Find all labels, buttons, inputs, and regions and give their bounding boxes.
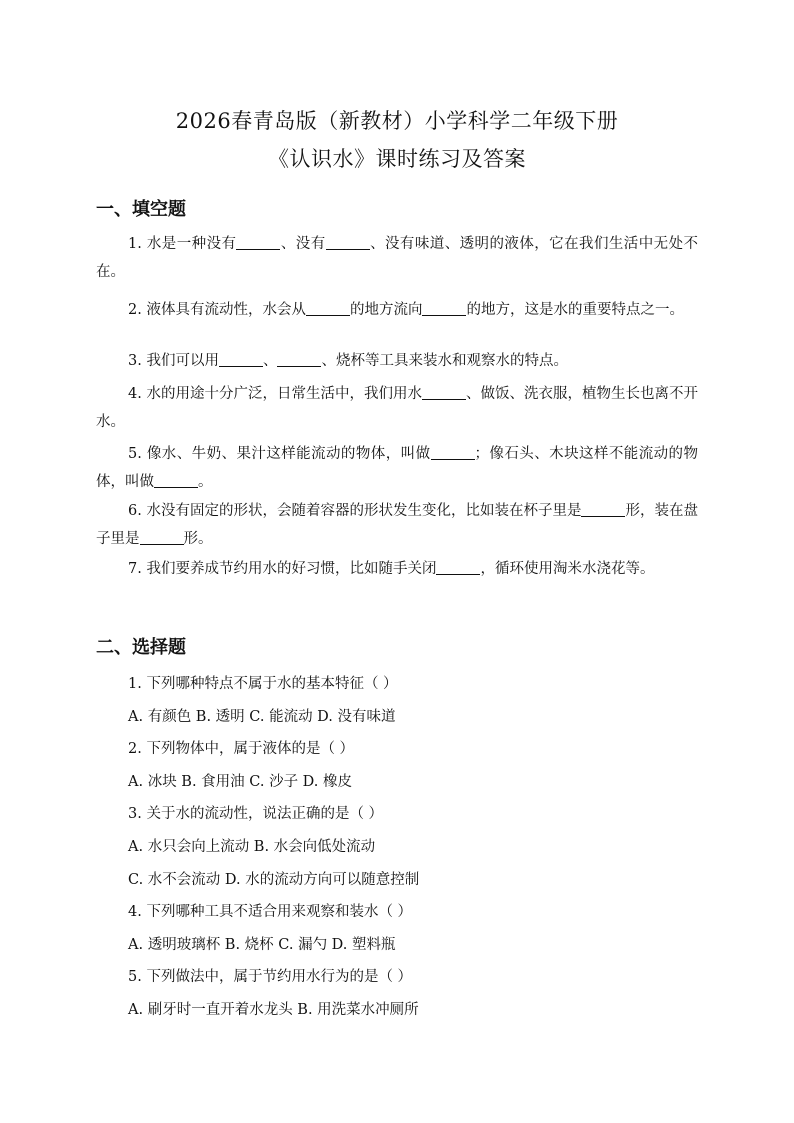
answer-blank[interactable] (277, 352, 321, 367)
section-heading-fill-in: 一、填空题 (96, 199, 186, 220)
choice-question-4: 4. 下列哪种工具不适合用来观察和装水（ ） (128, 904, 413, 920)
answer-blank[interactable] (219, 352, 263, 367)
answer-blank[interactable] (326, 235, 370, 250)
answer-blank[interactable] (306, 301, 350, 316)
section-heading-choice: 二、选择题 (96, 637, 186, 658)
answer-blank[interactable] (236, 235, 280, 250)
page-title-line1: 2026春青岛版（新教材）小学科学二年级下册 (175, 109, 619, 133)
choice-options-2: A. 冰块 B. 食用油 C. 沙子 D. 橡皮 (128, 774, 353, 790)
answer-blank[interactable] (431, 445, 475, 460)
choice-question-1: 1. 下列哪种特点不属于水的基本特征（ ） (128, 676, 398, 692)
answer-blank[interactable] (436, 560, 480, 575)
choice-options-4: A. 透明玻璃杯 B. 烧杯 C. 漏勺 D. 塑料瓶 (128, 937, 396, 953)
fill-question-1: 1. 水是一种没有 、没有 、没有味道、透明的液体，它在我们生活中无处不在。 (96, 236, 699, 280)
answer-blank[interactable] (140, 530, 184, 545)
choice-question-2: 2. 下列物体中，属于液体的是（ ） (128, 741, 355, 757)
fill-question-7: 7. 我们要养成节约用水的好习惯，比如随手关闭 ，循环使用淘米水浇花等。 (128, 561, 655, 577)
choice-question-3: 3. 关于水的流动性，说法正确的是（ ） (128, 806, 384, 822)
choice-options-5: A. 刷牙时一直开着水龙头 B. 用洗菜水冲厕所 (128, 1002, 419, 1018)
answer-blank[interactable] (422, 301, 466, 316)
answer-blank[interactable] (154, 473, 198, 488)
fill-question-3: 3. 我们可以用 、 、烧杯等工具来装水和观察水的特点。 (128, 353, 568, 369)
fill-question-2: 2. 液体具有流动性，水会从 的地方流向 的地方，这是水的重要特点之一。 (128, 302, 684, 318)
answer-blank[interactable] (422, 385, 466, 400)
choice-options-3a: A. 水只会向上流动 B. 水会向低处流动 (128, 839, 376, 855)
fill-question-4: 4. 水的用途十分广泛，日常生活中，我们用水 、做饭、洗衣服，植物生长也离不开水。 (96, 386, 698, 430)
choice-options-3b: C. 水不会流动 D. 水的流动方向可以随意控制 (128, 872, 420, 888)
fill-question-6: 6. 水没有固定的形状，会随着容器的形状发生变化，比如装在杯子里是 形，装在盘子里是 形。 (96, 503, 698, 547)
fill-question-5: 5. 像水、牛奶、果汁这样能流动的物体，叫做 ；像石头、木块这样不能流动的物体，叫做 。 (96, 446, 698, 490)
answer-blank[interactable] (581, 502, 625, 517)
page-title-line2: 《认识水》课时练习及答案 (268, 147, 526, 171)
choice-question-5: 5. 下列做法中，属于节约用水行为的是（ ） (128, 969, 413, 985)
choice-options-1: A. 有颜色 B. 透明 C. 能流动 D. 没有味道 (128, 709, 396, 725)
